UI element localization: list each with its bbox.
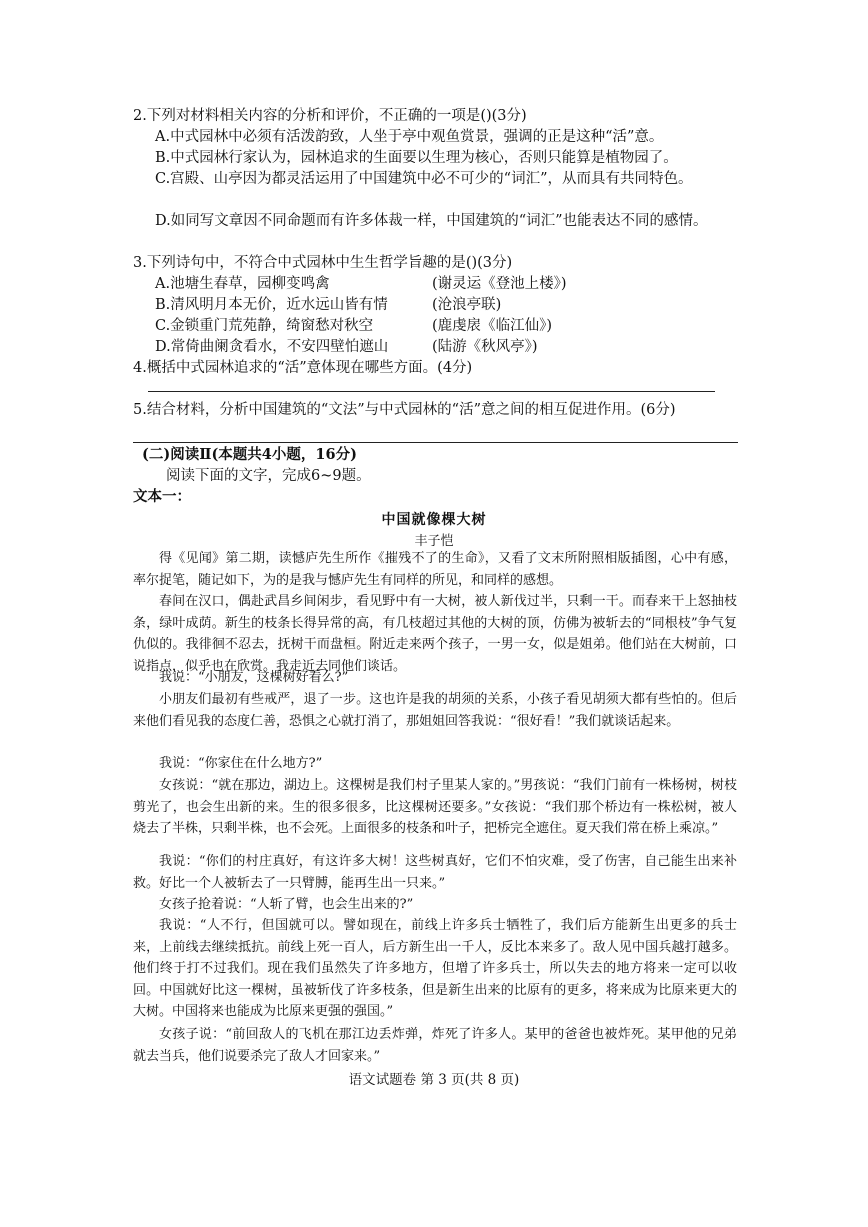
question-3-option-c-source: (鹿虔扆《临江仙》) [432,318,553,334]
article-paragraph: 女孩子抢着说：“人斩了臂，也会生出来的?” [159,897,414,912]
question-4: 4.概括中式园林追求的“活”意体现在哪些方面。(4分) [133,360,473,376]
question-3-option-a: A.池塘生春草，园柳变鸣禽 [155,276,330,292]
section-instruction: 阅读下面的文字，完成6~9题。 [166,468,371,484]
question-3-option-b-source: (沧浪亭联) [432,297,502,313]
question-3-option-a-source: (谢灵运《登池上楼》) [432,276,567,292]
question-2-option-c: C.宫殿、山亭因为都灵活运用了中国建筑中必不可少的“词汇”，从而具有共同特色。 [155,171,693,187]
question-5: 5.结合材料，分析中国建筑的“文法”与中式园林的“活”意之间的相互促进作用。(6分) [133,402,676,418]
page-footer: 语文试题卷 第 3 页(共 8 页) [348,1072,520,1088]
question-3-stem: 3.下列诗句中，不符合中式园林中生生哲学旨趣的是()(3分) [133,255,513,271]
article-author: 丰子恺 [414,534,454,549]
article-paragraph: 得《见闻》第二期，读憾庐先生所作《摧残不了的生命》，又看了文末所附照相版插图，心中有感，率尔捉笔，随记如下，为的是我与憾庐先生有同样的所见，和同样的感想。 [133,551,737,588]
question-2-option-a: A.中式园林中必须有活泼韵致，人坐于亭中观鱼赏景，强调的正是这种“活”意。 [155,129,664,145]
question-3-option-b: B.清风明月本无价，近水远山皆有情 [155,297,388,313]
question-2-option-d: D.如同写文章因不同命题而有许多体裁一样，中国建筑的“词汇”也能表达不同的感情。 [155,213,708,229]
question-3-option-d-source: (陆游《秋风亭》) [432,339,538,355]
question-2-stem: 2.下列对材料相关内容的分析和评价，不正确的一项是()(3分) [133,108,527,124]
article-paragraph: 春间在汉口，偶赴武昌乡间闲步，看见野中有一大树，被人新伐过半，只剩一干。而春来干上怒抽枝条，绿叶成荫。新生的枝条长得异常的高，有几枝超过其他的大树的顶，仿佛为被斩去的“同根枝”争气复仇似的。我徘徊不忍去，抚树干而盘桓。附近走来两个孩子，一男一女，似是姐弟。他们站在大树前，口说指点，似乎也在欣赏。我走近去同他们谈话。 [133,594,737,674]
question-2-option-b: B.中式园林行家认为，园林追求的生面要以生理为核心，否则只能算是植物园了。 [155,150,678,166]
article-paragraph: 我说：“你家住在什么地方?” [159,756,323,771]
text-label: 文本一： [133,488,191,505]
article-paragraph: 我说：“小朋友，这棵树好看么?” [159,670,349,685]
question-3-option-d: D.常倚曲阑贪看水，不安四壁怕遮山 [155,339,389,355]
article-paragraph: 我说：“你们的村庄真好，有这许多大树！这些树真好，它们不怕灾难，受了伤害，自己能生出来补救。好比一个人被斩去了一只臂膊，能再生出一只来。” [133,854,737,891]
answer-line [148,391,715,392]
article-paragraph: 小朋友们最初有些戒严，退了一步。这也许是我的胡须的关系，小孩子看见胡须大都有些怕的。但后来他们看见我的态度仁善，恐惧之心就打消了，那姐姐回答我说：“很好看！”我们就谈话起来。 [133,692,737,729]
question-3-option-c: C.金锁重门荒苑静，绮窗愁对秋空 [155,318,374,334]
article-paragraph: 女孩子说：“前回敌人的飞机在那江边丢炸弹，炸死了许多人。某甲的爸爸也被炸死。某甲他的兄弟就去当兵，他们说要杀完了敌人才回家来。” [133,1027,737,1064]
article-paragraph: 我说：“人不行，但国就可以。譬如现在，前线上许多兵士牺牲了，我们后方能新生出更多的兵士来，上前线去继续抵抗。前线上死一百人，后方新生出一千人，反比本来多了。敌人见中国兵越打越多。他们终于打不过我们。现在我们虽然失了许多地方，但增了许多兵士，所以失去的地方将来一定可以收回。中国就好比这一棵树，虽被斩伐了许多枝条，但是新生出来的比原有的更多，将来成为比原来更大的大树。中国将来也能成为比原来更强的强国。” [133,918,737,1019]
section-title: (二)阅读Ⅱ(本题共4小题，16分) [142,446,357,463]
section-divider [133,442,738,443]
article-title: 中国就像棵大树 [381,512,487,528]
article-paragraph: 女孩说：“就在那边，湖边上。这棵树是我们村子里某人家的。”男孩说：“我们门前有一株杨树，树枝剪光了，也会生出新的来。生的很多很多，比这棵树还要多。”女孩说：“我们那个桥边有一株松树，被人烧去了半株，只剩半株，也不会死。上面很多的枝条和叶子，把桥完全遮住。夏天我们常在桥上乘凉。” [133,778,737,836]
